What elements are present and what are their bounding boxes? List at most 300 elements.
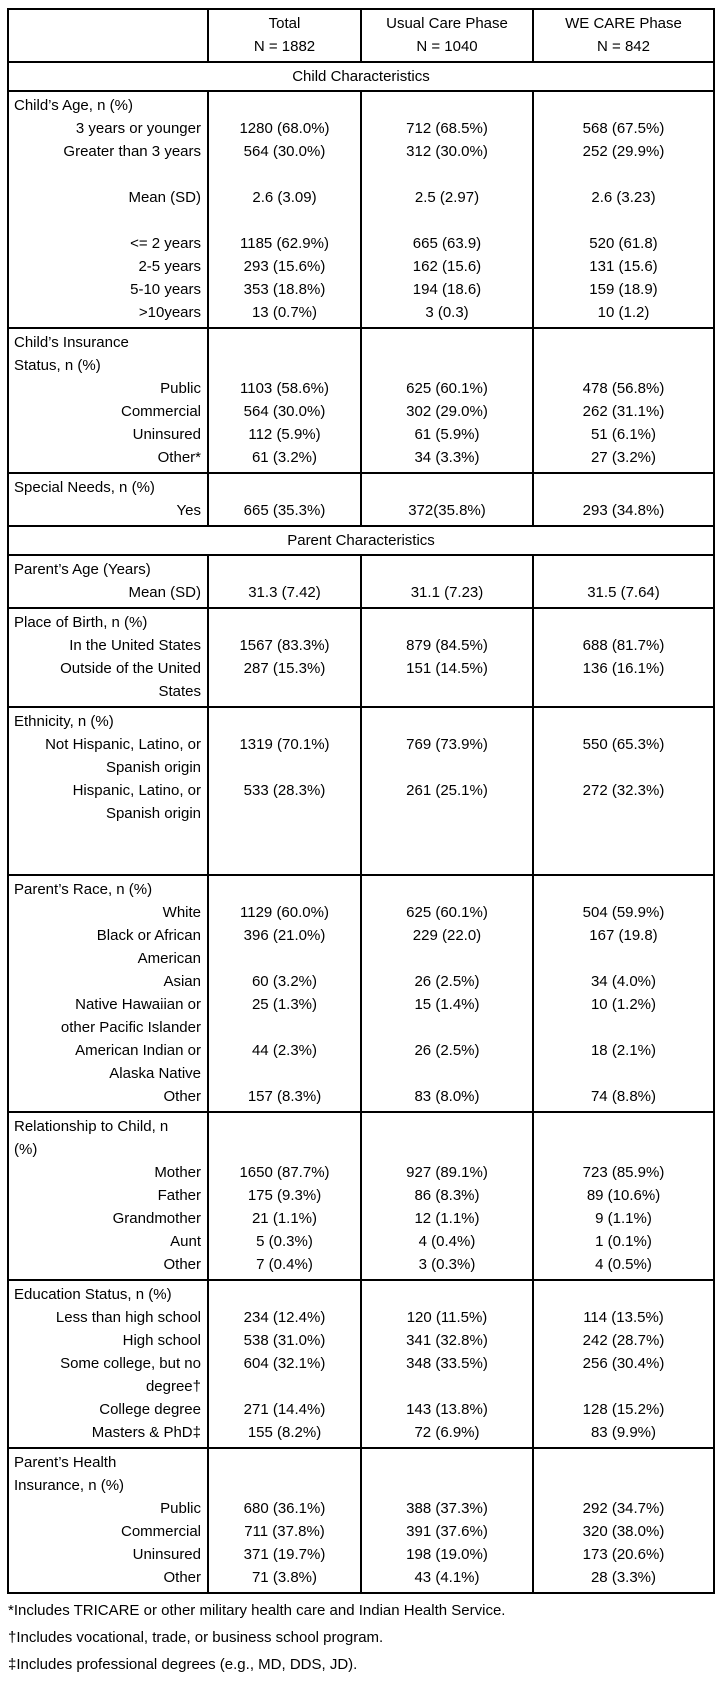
- cell-value: 504 (59.9%): [582, 904, 665, 921]
- row-label: Greater than 3 years: [63, 143, 201, 160]
- row-label: Aunt: [170, 1233, 201, 1250]
- cell-value: [362, 1115, 532, 1138]
- block-parents-health-insurance: [8, 1448, 714, 1593]
- row-label: Uninsured: [132, 1546, 201, 1563]
- cell-value: 262 (31.1%): [582, 403, 665, 420]
- cell-value: [209, 756, 360, 779]
- cell-value: [534, 354, 713, 377]
- cell-value: 520 (61.8): [589, 235, 658, 252]
- row-label: Other: [163, 1256, 201, 1273]
- value-cell-usual-care-relationship-to-child: [361, 1112, 533, 1280]
- cell-value: [209, 1062, 360, 1085]
- value-cell-we-care-relationship-to-child: [533, 1112, 714, 1280]
- row-label: Masters & PhD‡: [91, 1424, 201, 1441]
- cell-value: 31.1 (7.23): [410, 584, 484, 601]
- cell-value: 879 (84.5%): [406, 637, 488, 654]
- cell-value: [362, 756, 532, 779]
- table-body: [8, 62, 714, 1593]
- cell-value: 564 (30.0%): [243, 403, 326, 420]
- cell-value: 396 (21.0%): [243, 927, 326, 944]
- value-cell-usual-care-parents-race: [361, 875, 533, 1112]
- cell-value: 120 (11.5%): [406, 1309, 488, 1326]
- cell-value: 261 (25.1%): [406, 782, 488, 799]
- column-header-we-care-label: WE CARE Phase: [565, 15, 682, 32]
- cell-value: [534, 209, 713, 232]
- cell-value: [534, 1474, 713, 1497]
- row-label: College degree: [99, 1401, 201, 1418]
- cell-value: 625 (60.1%): [406, 904, 488, 921]
- value-cell-total-parents-age: [208, 555, 361, 608]
- cell-value: 28 (3.3%): [590, 1569, 657, 1586]
- cell-value: 26 (2.5%): [414, 1042, 480, 1059]
- value-cell-we-care-parents-age: [533, 555, 714, 608]
- blank-line: [9, 848, 207, 871]
- cell-value: [209, 611, 360, 634]
- cell-value: 1103 (58.6%): [240, 380, 329, 397]
- group-label: Child’s Age, n (%): [14, 97, 133, 114]
- cell-value: [362, 825, 532, 848]
- group-label: Child’s Insurance: [14, 334, 129, 351]
- label-cell-special-needs: [8, 473, 208, 526]
- cell-value: [209, 1115, 360, 1138]
- block-relationship-to-child: [8, 1112, 714, 1280]
- row-label: Mother: [154, 1164, 201, 1181]
- cell-value: [362, 802, 532, 825]
- value-cell-total-education-status: [208, 1280, 361, 1448]
- cell-value: 312 (30.0%): [406, 143, 488, 160]
- group-label: Parent’s Age (Years): [14, 561, 151, 578]
- cell-value: 391 (37.6%): [406, 1523, 488, 1540]
- cell-value: 5 (0.3%): [256, 1233, 313, 1250]
- cell-value: 320 (38.0%): [582, 1523, 665, 1540]
- cell-value: 564 (30.0%): [243, 143, 326, 160]
- cell-value: [209, 1138, 360, 1161]
- value-cell-usual-care-special-needs: [361, 473, 533, 526]
- row-label: <= 2 years: [130, 235, 201, 252]
- cell-value: 293 (15.6%): [243, 258, 326, 275]
- label-cell-ethnicity: [8, 707, 208, 875]
- cell-value: [362, 1451, 532, 1474]
- cell-value: 3 (0.3%): [418, 1256, 476, 1273]
- group-label: Status, n (%): [14, 357, 101, 374]
- section-title-parent-characteristics: Parent Characteristics: [8, 526, 714, 555]
- block-education-status: [8, 1280, 714, 1448]
- row-label: 5-10 years: [130, 281, 201, 298]
- row-label: 2-5 years: [138, 258, 201, 275]
- cell-value: [534, 1451, 713, 1474]
- cell-value: 538 (31.0%): [243, 1332, 326, 1349]
- row-label: White: [162, 904, 201, 921]
- cell-value: 128 (15.2%): [582, 1401, 665, 1418]
- label-cell-relationship-to-child: [8, 1112, 208, 1280]
- block-place-of-birth: [8, 608, 714, 707]
- value-cell-we-care-childs-insurance-status: [533, 328, 714, 473]
- cell-value: 175 (9.3%): [247, 1187, 322, 1204]
- cell-value: [209, 209, 360, 232]
- value-cell-usual-care-education-status: [361, 1280, 533, 1448]
- group-label: Parent’s Race, n (%): [14, 881, 153, 898]
- label-cell-childs-age: [8, 91, 208, 328]
- cell-value: [362, 878, 532, 901]
- row-label: 3 years or younger: [75, 120, 201, 137]
- cell-value: 1185 (62.9%): [240, 235, 329, 252]
- cell-value: 21 (1.1%): [251, 1210, 318, 1227]
- cell-value: 13 (0.7%): [251, 304, 318, 321]
- cell-value: [209, 1375, 360, 1398]
- row-label: Alaska Native: [109, 1065, 201, 1082]
- cell-value: 61 (5.9%): [414, 426, 480, 443]
- cell-value: 143 (13.8%): [406, 1401, 488, 1418]
- cell-value: [534, 558, 713, 581]
- cell-value: [534, 710, 713, 733]
- row-label: Spanish origin: [105, 805, 201, 822]
- cell-value: [534, 1138, 713, 1161]
- cell-value: [209, 825, 360, 848]
- cell-value: 71 (3.8%): [251, 1569, 318, 1586]
- cell-value: [209, 558, 360, 581]
- cell-value: 1280 (68.0%): [239, 120, 330, 137]
- cell-value: 1129 (60.0%): [240, 904, 329, 921]
- group-label: Relationship to Child, n: [14, 1118, 169, 1135]
- cell-value: 1 (0.1%): [595, 1233, 652, 1250]
- cell-value: [534, 163, 713, 186]
- value-cell-total-ethnicity: [208, 707, 361, 875]
- cell-value: 31.3 (7.42): [248, 584, 321, 601]
- row-label: Hispanic, Latino, or: [72, 782, 201, 799]
- row-label: Not Hispanic, Latino, or: [45, 736, 201, 753]
- cell-value: [209, 710, 360, 733]
- value-cell-total-childs-insurance-status: [208, 328, 361, 473]
- cell-value: 353 (18.8%): [243, 281, 326, 298]
- cell-value: [534, 611, 713, 634]
- column-header-usual-care-n: N = 1040: [416, 38, 478, 55]
- cell-value: 293 (34.8%): [582, 502, 665, 519]
- column-header-usual-care-label: Usual Care Phase: [386, 15, 508, 32]
- cell-value: 157 (8.3%): [247, 1088, 322, 1105]
- cell-value: [362, 476, 532, 499]
- row-label: Public: [160, 380, 201, 397]
- cell-value: [362, 94, 532, 117]
- value-cell-we-care-parents-race: [533, 875, 714, 1112]
- cell-value: 12 (1.1%): [414, 1210, 480, 1227]
- cell-value: 34 (4.0%): [590, 973, 657, 990]
- group-label: Special Needs, n (%): [14, 479, 155, 496]
- cell-value: 198 (19.0%): [406, 1546, 488, 1563]
- cell-value: [209, 94, 360, 117]
- cell-value: [362, 354, 532, 377]
- row-label: Commercial: [120, 1523, 201, 1540]
- cell-value: [209, 163, 360, 186]
- cell-value: 723 (85.9%): [582, 1164, 665, 1181]
- cell-value: 348 (33.5%): [406, 1355, 488, 1372]
- block-ethnicity: [8, 707, 714, 875]
- cell-value: [362, 848, 532, 871]
- cell-value: 44 (2.3%): [251, 1042, 318, 1059]
- cell-value: 194 (18.6): [412, 281, 482, 298]
- cell-value: 173 (20.6%): [582, 1546, 665, 1563]
- cell-value: [534, 476, 713, 499]
- header-row: [8, 9, 714, 62]
- section-row-parent-characteristics: [8, 526, 714, 555]
- value-cell-total-parents-health-insurance: [208, 1448, 361, 1593]
- row-label: Mean (SD): [128, 189, 201, 206]
- row-label: Native Hawaiian or: [75, 996, 201, 1013]
- cell-value: 151 (14.5%): [406, 660, 488, 677]
- cell-value: 60 (3.2%): [251, 973, 318, 990]
- cell-value: 1319 (70.1%): [239, 736, 330, 753]
- cell-value: [362, 1283, 532, 1306]
- column-header-total-n: N = 1882: [253, 38, 316, 55]
- cell-value: 229 (22.0): [412, 927, 482, 944]
- group-label: Place of Birth, n (%): [14, 614, 148, 631]
- group-label: Parent’s Health: [14, 1454, 117, 1471]
- cell-value: [362, 558, 532, 581]
- cell-value: 625 (60.1%): [406, 380, 488, 397]
- cell-value: [362, 680, 532, 703]
- value-cell-we-care-special-needs: [533, 473, 714, 526]
- row-label: >10years: [138, 304, 201, 321]
- cell-value: 1650 (87.7%): [239, 1164, 330, 1181]
- row-label: Less than high school: [55, 1309, 201, 1326]
- row-label: States: [158, 683, 201, 700]
- cell-value: 927 (89.1%): [406, 1164, 488, 1181]
- cell-value: [534, 1283, 713, 1306]
- value-cell-total-relationship-to-child: [208, 1112, 361, 1280]
- value-cell-usual-care-parents-age: [361, 555, 533, 608]
- cell-value: 371 (19.7%): [243, 1546, 326, 1563]
- label-cell-childs-insurance-status: [8, 328, 208, 473]
- cell-value: 2.6 (3.09): [252, 189, 317, 206]
- row-label: Other*: [157, 449, 201, 466]
- cell-value: 302 (29.0%): [406, 403, 488, 420]
- footnotes: [7, 1597, 713, 1678]
- column-header-total-label: Total: [268, 15, 301, 32]
- cell-value: 604 (32.1%): [243, 1355, 326, 1372]
- cell-value: 114 (13.5%): [583, 1309, 664, 1326]
- cell-value: 159 (18.9): [589, 281, 658, 298]
- row-label: High school: [122, 1332, 201, 1349]
- value-cell-usual-care-childs-age: [361, 91, 533, 328]
- cell-value: 688 (81.7%): [582, 637, 665, 654]
- cell-value: 43 (4.1%): [414, 1569, 480, 1586]
- header-corner-text: [9, 12, 207, 35]
- cell-value: 292 (34.7%): [582, 1500, 665, 1517]
- group-label: (%): [14, 1141, 38, 1158]
- cell-value: [534, 1062, 713, 1085]
- cell-value: [534, 802, 713, 825]
- cell-value: 74 (8.8%): [590, 1088, 657, 1105]
- value-cell-usual-care-childs-insurance-status: [361, 328, 533, 473]
- group-label: Ethnicity, n (%): [14, 713, 114, 730]
- cell-value: [534, 1375, 713, 1398]
- row-label: Other: [163, 1569, 201, 1586]
- cell-value: 89 (10.6%): [586, 1187, 661, 1204]
- cell-value: 478 (56.8%): [582, 380, 665, 397]
- cell-value: 4 (0.4%): [418, 1233, 476, 1250]
- row-label: Grandmother: [112, 1210, 201, 1227]
- row-label: Yes: [176, 502, 201, 519]
- cell-value: [534, 1016, 713, 1039]
- cell-value: 27 (3.2%): [590, 449, 657, 466]
- cell-value: 287 (15.3%): [243, 660, 326, 677]
- cell-value: 83 (8.0%): [414, 1088, 480, 1105]
- cell-value: 712 (68.5%): [406, 120, 488, 137]
- block-parents-race: [8, 875, 714, 1112]
- cell-value: [209, 1016, 360, 1039]
- block-childs-age: [8, 91, 714, 328]
- cell-value: 1567 (83.3%): [239, 637, 330, 654]
- label-cell-education-status: [8, 1280, 208, 1448]
- value-cell-usual-care-parents-health-insurance: [361, 1448, 533, 1593]
- cell-value: [534, 878, 713, 901]
- label-cell-parents-health-insurance: [8, 1448, 208, 1593]
- blank-line: [9, 825, 207, 848]
- cell-value: [362, 947, 532, 970]
- cell-value: 18 (2.1%): [590, 1042, 657, 1059]
- row-label: Mean (SD): [128, 584, 201, 601]
- cell-value: [534, 947, 713, 970]
- row-label: Asian: [163, 973, 201, 990]
- row-label: Commercial: [120, 403, 201, 420]
- cell-value: [209, 878, 360, 901]
- row-label: Father: [157, 1187, 201, 1204]
- cell-value: 242 (28.7%): [582, 1332, 665, 1349]
- row-label: Spanish origin: [105, 759, 201, 776]
- characteristics-table: [7, 8, 715, 1594]
- cell-value: 4 (0.5%): [595, 1256, 652, 1273]
- value-cell-we-care-childs-age: [533, 91, 714, 328]
- cell-value: [534, 848, 713, 871]
- cell-value: [362, 1138, 532, 1161]
- row-label: Uninsured: [132, 426, 201, 443]
- cell-value: 2.5 (2.97): [414, 189, 480, 206]
- cell-value: [362, 209, 532, 232]
- cell-value: [534, 825, 713, 848]
- cell-value: 26 (2.5%): [414, 973, 480, 990]
- cell-value: 112 (5.9%): [248, 426, 321, 443]
- row-label: other Pacific Islander: [60, 1019, 201, 1036]
- cell-value: 72 (6.9%): [414, 1424, 480, 1441]
- cell-value: 31.5 (7.64): [587, 584, 660, 601]
- cell-value: [362, 1062, 532, 1085]
- cell-value: [209, 680, 360, 703]
- value-cell-total-childs-age: [208, 91, 361, 328]
- cell-value: [209, 947, 360, 970]
- cell-value: [209, 1283, 360, 1306]
- cell-value: [209, 1474, 360, 1497]
- cell-value: 9 (1.1%): [595, 1210, 652, 1227]
- cell-value: 550 (65.3%): [582, 736, 665, 753]
- cell-value: 162 (15.6): [412, 258, 482, 275]
- blank-line: [9, 163, 207, 186]
- cell-value: [362, 710, 532, 733]
- cell-value: 7 (0.4%): [256, 1256, 313, 1273]
- cell-value: [534, 1115, 713, 1138]
- column-header-we-care-n: N = 842: [597, 38, 650, 55]
- cell-value: 665 (63.9): [412, 235, 482, 252]
- cell-value: 136 (16.1%): [582, 660, 665, 677]
- cell-value: 256 (30.4%): [582, 1355, 665, 1372]
- row-label: degree†: [145, 1378, 201, 1395]
- cell-value: 271 (14.4%): [243, 1401, 326, 1418]
- value-cell-total-special-needs: [208, 473, 361, 526]
- cell-value: 234 (12.4%): [243, 1309, 326, 1326]
- cell-value: [209, 1451, 360, 1474]
- cell-value: [362, 1375, 532, 1398]
- row-label: American: [137, 950, 201, 967]
- blank-line: [9, 209, 207, 232]
- group-label: Insurance, n (%): [14, 1477, 125, 1494]
- cell-value: [209, 331, 360, 354]
- cell-value: 680 (36.1%): [243, 1500, 326, 1517]
- cell-value: [362, 1474, 532, 1497]
- value-cell-we-care-parents-health-insurance: [533, 1448, 714, 1593]
- value-cell-total-parents-race: [208, 875, 361, 1112]
- row-label: Some college, but no: [60, 1355, 201, 1372]
- cell-value: [209, 802, 360, 825]
- value-cell-we-care-education-status: [533, 1280, 714, 1448]
- label-cell-parents-age: [8, 555, 208, 608]
- column-header-usual-care-phase: [361, 9, 533, 62]
- value-cell-we-care-ethnicity: [533, 707, 714, 875]
- row-label: In the United States: [69, 637, 201, 654]
- cell-value: [362, 1016, 532, 1039]
- cell-value: 533 (28.3%): [243, 782, 326, 799]
- section-title-child-characteristics: Child Characteristics: [8, 62, 714, 91]
- cell-value: 131 (15.6): [589, 258, 658, 275]
- value-cell-usual-care-place-of-birth: [361, 608, 533, 707]
- cell-value: 372(35.8%): [408, 502, 486, 519]
- cell-value: [534, 94, 713, 117]
- cell-value: 15 (1.4%): [414, 996, 480, 1013]
- row-label: Public: [160, 1500, 201, 1517]
- cell-value: 2.6 (3.23): [591, 189, 656, 206]
- cell-value: 711 (37.8%): [244, 1523, 325, 1540]
- cell-value: 769 (73.9%): [406, 736, 488, 753]
- value-cell-usual-care-ethnicity: [361, 707, 533, 875]
- cell-value: 252 (29.9%): [582, 143, 665, 160]
- row-label: Outside of the United: [60, 660, 201, 677]
- label-cell-parents-race: [8, 875, 208, 1112]
- cell-value: 155 (8.2%): [247, 1424, 322, 1441]
- footnote: †Includes vocational, trade, or business school program.: [8, 1629, 384, 1646]
- cell-value: 167 (19.8): [589, 927, 658, 944]
- cell-value: 665 (35.3%): [243, 502, 326, 519]
- cell-value: [362, 163, 532, 186]
- cell-value: [534, 331, 713, 354]
- cell-value: [362, 331, 532, 354]
- section-row-child-characteristics: [8, 62, 714, 91]
- column-header-total: [208, 9, 361, 62]
- cell-value: 568 (67.5%): [582, 120, 665, 137]
- block-parents-age: [8, 555, 714, 608]
- cell-value: 388 (37.3%): [406, 1500, 488, 1517]
- header-corner-cell: [8, 9, 208, 62]
- cell-value: [534, 680, 713, 703]
- cell-value: 83 (9.9%): [590, 1424, 657, 1441]
- cell-value: [534, 756, 713, 779]
- block-special-needs: [8, 473, 714, 526]
- block-childs-insurance-status: [8, 328, 714, 473]
- cell-value: 3 (0.3): [425, 304, 469, 321]
- value-cell-total-place-of-birth: [208, 608, 361, 707]
- footnote: ‡Includes professional degrees (e.g., MD, DDS, JD).: [8, 1656, 358, 1673]
- cell-value: 61 (3.2%): [251, 449, 318, 466]
- value-cell-we-care-place-of-birth: [533, 608, 714, 707]
- row-label: Other: [163, 1088, 201, 1105]
- cell-value: [209, 476, 360, 499]
- cell-value: 272 (32.3%): [582, 782, 665, 799]
